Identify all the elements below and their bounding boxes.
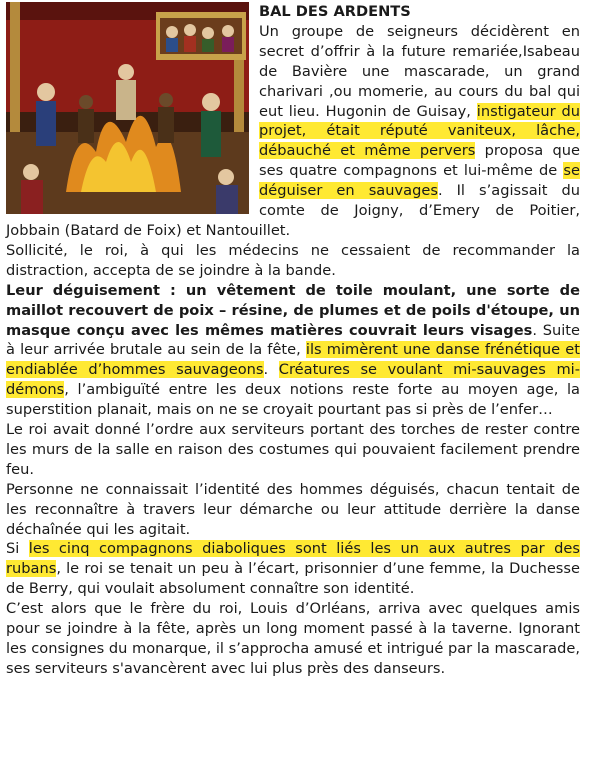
text-run: .: [263, 361, 279, 379]
text-run: Si: [6, 540, 29, 558]
paragraph-5: Personne ne connaissait l’identité des hommes déguisés, chacun tentait de les reconnaître à travers leur démarche ou leur attitude derrière la danse déchaînée qui les agitait.: [6, 480, 580, 538]
paragraph-3: [6, 281, 580, 420]
highlight: les cinq compagnons diaboliques sont liés les un aux autres par des rubans: [6, 540, 580, 578]
article-title: BAL DES ARDENTS: [259, 3, 411, 20]
text-run: Un groupe de seigneurs décidèrent en secret d’offrir à la future remariée,Isabeau de Bavière une mascarade, un grand charivari ,ou momerie, au cours du bal qui eut lieu. Hugonin de Guisay,: [259, 22, 580, 120]
paragraph-2: Sollicité, le roi, à qui les médecins ne cessaient de recommander la distraction, accepta de se joindre à la bande.: [6, 241, 580, 279]
text-run: . Il s’agissait du comte de Joigny, d’Emery de Poitier, Jobbain (Batard de Foix) et Nantouillet.: [6, 182, 581, 239]
text-run: proposa que ses quatre compagnons et lui-même de: [259, 142, 580, 180]
highlight: ils mimèrent une danse frénétique et endiablée d’hommes sauvageons: [6, 341, 580, 379]
text-run: , le roi se tenait un peu à l’écart, prisonnier d’une femme, la Duchesse de Berry, qui voulait absolument connaître son identité.: [6, 560, 580, 598]
article: [6, 2, 580, 679]
paragraph-7: C’est alors que le frère du roi, Louis d’Orléans, arriva avec quelques amis pour se joindre à la fête, après un long moment passé à la taverne. Ignorant les consignes du monarque, il s’approcha amusé et intrigué par la mascarade, ses serviteurs s'avancèrent avec lui plus près des danseurs.: [6, 600, 581, 677]
highlight: Créatures se voulant mi-sauvages mi-démons: [6, 361, 580, 399]
image-float-spacer: [6, 2, 249, 216]
bold-text: Leur déguisement : un vêtement de toile moulant, une sorte de maillot recouvert de poix – résine, de plumes et de poils d'étoupe, un masque conçu avec les mêmes matières couvrait leurs visages: [6, 281, 580, 339]
text-run: , l’ambiguïté entre les deux notions reste forte au moyen age, la superstition planait, mais on ne se croyait pourtant pas si près de l’enfer…: [6, 381, 580, 419]
highlight: instigateur du projet, était réputé vaniteux, lâche, débauché et même pervers: [259, 102, 580, 160]
paragraph-6: [6, 539, 580, 599]
paragraph-4: Le roi avait donné l’ordre aux serviteurs portant des torches de rester contre les murs de la salle en raison des costumes qui pouvaient facilement prendre feu.: [6, 421, 580, 478]
highlight: se déguiser en sauvages: [259, 162, 580, 200]
text-run: . Suite à leur arrivée brutale au sein de la fête,: [6, 321, 580, 359]
